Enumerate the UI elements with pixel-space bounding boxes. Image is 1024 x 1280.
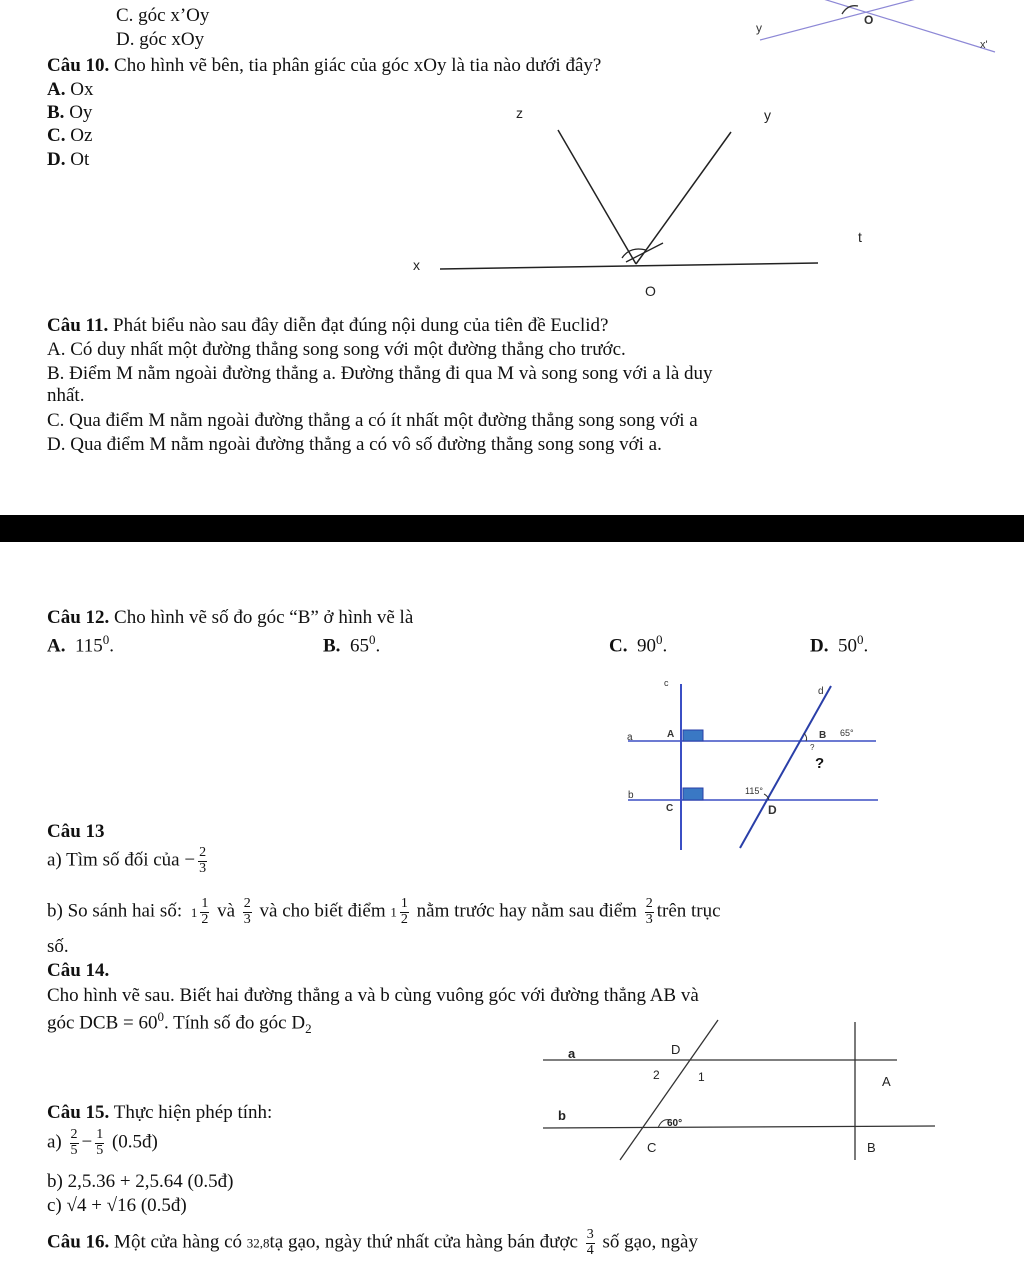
q12-unknown-angle: ? <box>815 755 825 772</box>
q12-label-b: b <box>628 790 634 801</box>
q10-label-x: x <box>413 257 420 273</box>
q14-label-B: B <box>867 1140 876 1155</box>
q9-label-o: O <box>864 13 874 27</box>
q14-angle-1: 1 <box>698 1070 705 1084</box>
q13-mixed-fraction: $\frac{1}{2}$ <box>201 896 209 927</box>
q14-label-C: C <box>647 1140 657 1155</box>
q13-part-b-wrap: số. <box>47 936 69 957</box>
q15-text: Thực hiện phép tính: <box>113 1102 273 1123</box>
q13-label: Câu 13 <box>47 821 105 842</box>
q13-part-b: b) So sánh hai số: 1 $\frac{1}{2}$ và $\frac{2}{3}$ và cho biết điểm 1 $\frac{1}{2}$ nằm trước hay nằm sau điểm $\frac{2}{3}$ trên trục <box>47 896 721 927</box>
q14-label-a: a <box>568 1046 576 1061</box>
q14-line2: góc DCB = $60^0$. Tính số đo góc $D_2$ <box>47 1009 312 1037</box>
q11-option-d: D. Qua điểm M nằm ngoài đường thẳng a có vô số đường thẳng song song với a. <box>47 434 662 455</box>
q14-line1: Cho hình vẽ sau. Biết hai đường thẳng a và b cùng vuông góc với đường thẳng AB và <box>47 985 699 1006</box>
q12-label-D: D <box>768 803 777 817</box>
q12-label-A: A <box>667 729 675 740</box>
q13-mixed-fraction-2: $\frac{1}{2}$ <box>400 896 408 927</box>
q15-part-c: c) √4 + √16 (0.5đ) <box>47 1195 187 1216</box>
q11-option-c: C. Qua điểm M nằm ngoài đường thẳng a có ít nhất một đường thẳng song song với a <box>47 410 698 431</box>
q11-option-a: A. Có duy nhất một đường thẳng song song với một đường thẳng cho trước. <box>47 339 626 360</box>
q10-label: Câu 10. <box>47 55 110 76</box>
q14-angle-2: 2 <box>653 1068 660 1082</box>
q12-small-question: ? <box>810 743 815 752</box>
q12-label-d: d <box>818 686 824 697</box>
q11-option-b-wrap: nhất. <box>47 385 85 406</box>
q12-label-B: B <box>819 730 827 741</box>
q11-text: Phát biểu nào sau đây diễn đạt đúng nội dung của tiên đề Euclid? <box>113 315 609 336</box>
q10-option-b: B. Oy <box>47 102 93 123</box>
q12-option-a: A. $115^0$. <box>47 632 115 657</box>
q10-label-y: y <box>764 107 771 123</box>
q15-label: Câu 15. <box>47 1102 110 1123</box>
q9-label-y: y <box>756 21 762 35</box>
q10-label-t: t <box>858 229 862 245</box>
q13-a-fraction: $\frac{2}{3}$ <box>199 845 207 876</box>
q10-option-a: A. Ox <box>47 79 94 100</box>
q10-option-c: C. Oz <box>47 125 93 146</box>
q16-stem: Câu 16. Một cửa hàng có 32,8tạ gạo, ngày thứ nhất cửa hàng bán được $\frac{3}{4}$ số gạo, ngày <box>47 1227 698 1258</box>
q14-label-A: A <box>882 1074 891 1089</box>
q13-part-a: a) Tìm số đối của − $\frac{2}{3}$ <box>47 845 207 876</box>
q11-option-b: B. Điểm M nằm ngoài đường thẳng a. Đường thẳng đi qua M và song song với a là duy <box>47 363 713 384</box>
q15-stem <box>47 1103 272 1123</box>
q13-fraction-two-thirds-2: $\frac{2}{3}$ <box>645 896 653 927</box>
q12-label-C: C <box>666 803 674 814</box>
q15-fraction-1: $\frac{2}{5}$ <box>70 1127 78 1158</box>
q10-text: Cho hình vẽ bên, tia phân giác của góc xOy là tia nào dưới đây? <box>114 55 602 76</box>
q12-label-a: a <box>627 732 633 743</box>
q16-label: Câu 16. <box>47 1231 110 1253</box>
q12-angle-115: 115° <box>745 786 763 796</box>
q15-root-expression: √4 + √16 <box>66 1195 137 1216</box>
q14-label-D: D <box>671 1042 681 1057</box>
q10-label-o: O <box>645 283 656 299</box>
q9-option-d: D. góc xOy <box>116 29 205 50</box>
q13-fraction-two-thirds: $\frac{2}{3}$ <box>243 896 251 927</box>
q12-angle-65: 65° <box>840 728 854 738</box>
q9-option-c: C. góc x’Oy <box>116 5 210 26</box>
q12-label-c: c <box>664 678 669 688</box>
q10-label-z: z <box>516 105 523 121</box>
q9-label-x2: x' <box>980 39 988 51</box>
q14-label-b: b <box>558 1108 566 1123</box>
q12-option-b: B. $65^0$. <box>323 632 381 657</box>
q15-part-b: b) 2,5.36 + 2,5.64 (0.5đ) <box>47 1171 234 1192</box>
q14-label: Câu 14. <box>47 960 110 981</box>
q12-option-c: C. $90^0$. <box>609 632 668 657</box>
q12-label: Câu 12. <box>47 607 110 628</box>
q16-fraction: $\frac{3}{4}$ <box>586 1227 594 1258</box>
q10-option-d: D. Ot <box>47 149 90 170</box>
q12-option-d: D. $50^0$. <box>810 632 869 657</box>
q11-label: Câu 11. <box>47 315 109 336</box>
q12-text: Cho hình vẽ số đo góc “B” ở hình vẽ là <box>114 607 414 628</box>
q15-fraction-2: $\frac{1}{5}$ <box>96 1127 104 1158</box>
q14-angle-60: 60° <box>667 1118 683 1129</box>
q15-part-a: a) $\frac{2}{5}$ − $\frac{1}{5}$ (0.5đ) <box>47 1127 158 1158</box>
